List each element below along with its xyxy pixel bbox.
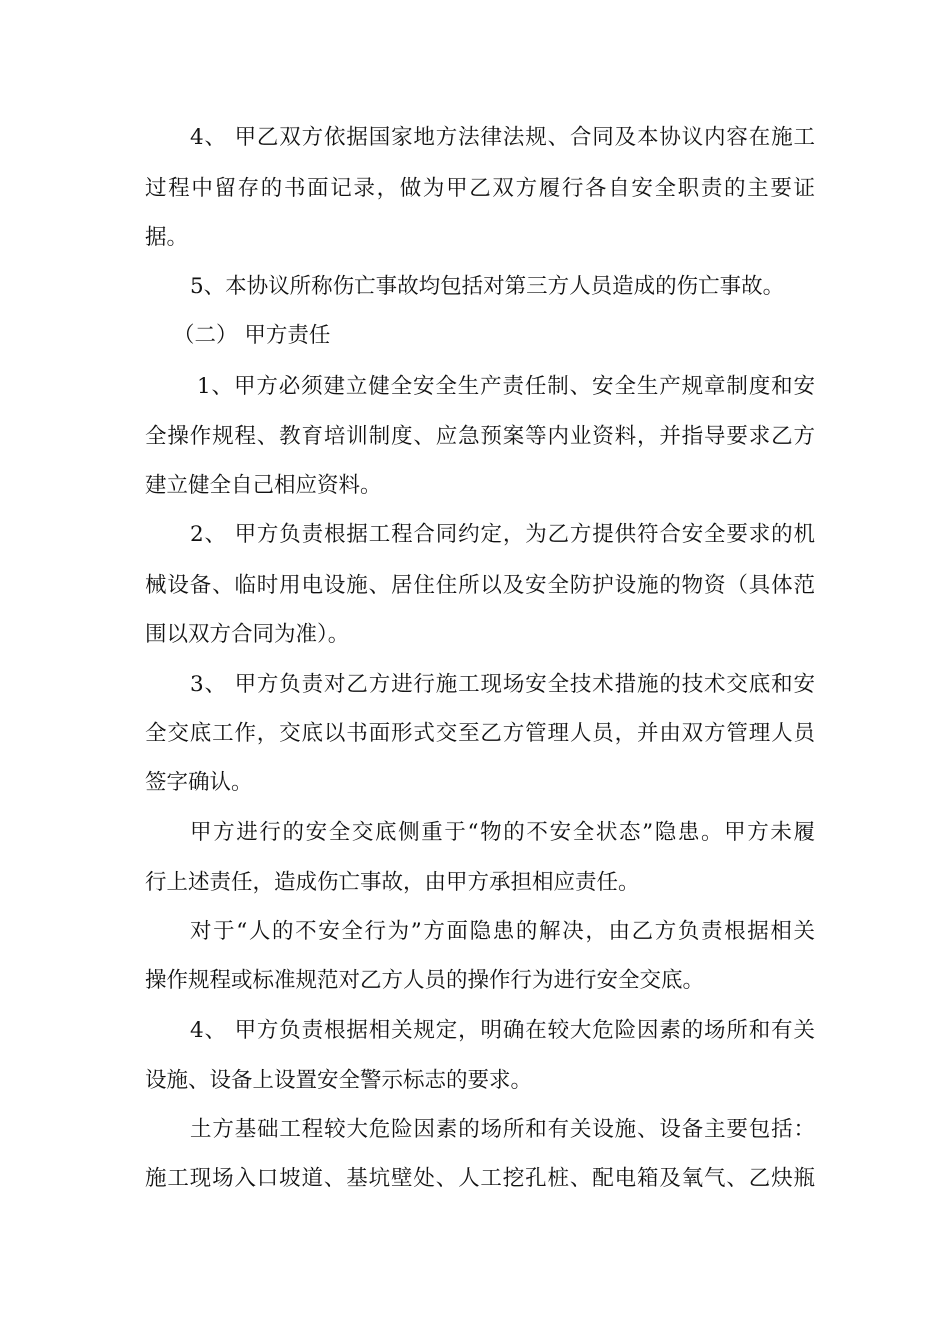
duty-3-line-3: 签字确认。 xyxy=(145,770,253,795)
duty-2-line-2: 械设备、临时用电设施、居住住所以及安全防护设施的物资（具体范 xyxy=(145,573,815,598)
paragraph-hazard-locations-line-2: 施工现场入口坡道、基坑壁处、人工挖孔桩、配电箱及氧气、乙炔瓶 xyxy=(145,1166,815,1191)
duty-4-line-1: 4、 甲方负责根据相关规定，明确在较大危险因素的场所和有关 xyxy=(190,1018,815,1043)
duty-3-line-2: 全交底工作，交底以书面形式交至乙方管理人员，并由双方管理人员 xyxy=(145,721,815,746)
duty-1-line-1: 1、甲方必须建立健全安全生产责任制、安全生产规章制度和安 xyxy=(197,374,815,399)
duty-2-line-3: 围以双方合同为准）。 xyxy=(145,622,350,647)
duty-1-line-2: 全操作规程、教育培训制度、应急预案等内业资料，并指导要求乙方 xyxy=(145,424,815,449)
duty-1-line-3: 建立健全自己相应资料。 xyxy=(145,473,382,498)
duty-3-line-1: 3、 甲方负责对乙方进行施工现场安全技术措施的技术交底和安 xyxy=(190,672,815,697)
paragraph-5-line-1: 5、本协议所称伤亡事故均包括对第三方人员造成的伤亡事故。 xyxy=(190,274,785,299)
paragraph-human-behavior-line-2: 操作规程或标准规范对乙方人员的操作行为进行安全交底。 xyxy=(145,968,705,993)
paragraph-object-hazard-line-2: 行上述责任，造成伤亡事故，由甲方承担相应责任。 xyxy=(145,870,640,895)
paragraph-4-line-2: 过程中留存的书面记录，做为甲乙双方履行各自安全职责的主要证 xyxy=(145,176,815,201)
section-heading: （二） 甲方责任 xyxy=(173,323,331,348)
duty-2-line-1: 2、 甲方负责根据工程合同约定，为乙方提供符合安全要求的机 xyxy=(190,522,815,547)
paragraph-object-hazard-line-1: 甲方进行的安全交底侧重于“物的不安全状态”隐患。甲方未履 xyxy=(190,820,815,845)
duty-4-line-2: 设施、设备上设置安全警示标志的要求。 xyxy=(145,1068,533,1093)
paragraph-4-line-1: 4、 甲乙双方依据国家地方法律法规、合同及本协议内容在施工 xyxy=(190,125,815,150)
paragraph-4-line-3: 据。 xyxy=(145,225,189,250)
paragraph-human-behavior-line-1: 对于“人的不安全行为”方面隐患的解决，由乙方负责根据相关 xyxy=(190,919,815,944)
paragraph-hazard-locations-line-1: 土方基础工程较大危险因素的场所和有关设施、设备主要包括： xyxy=(190,1117,815,1142)
